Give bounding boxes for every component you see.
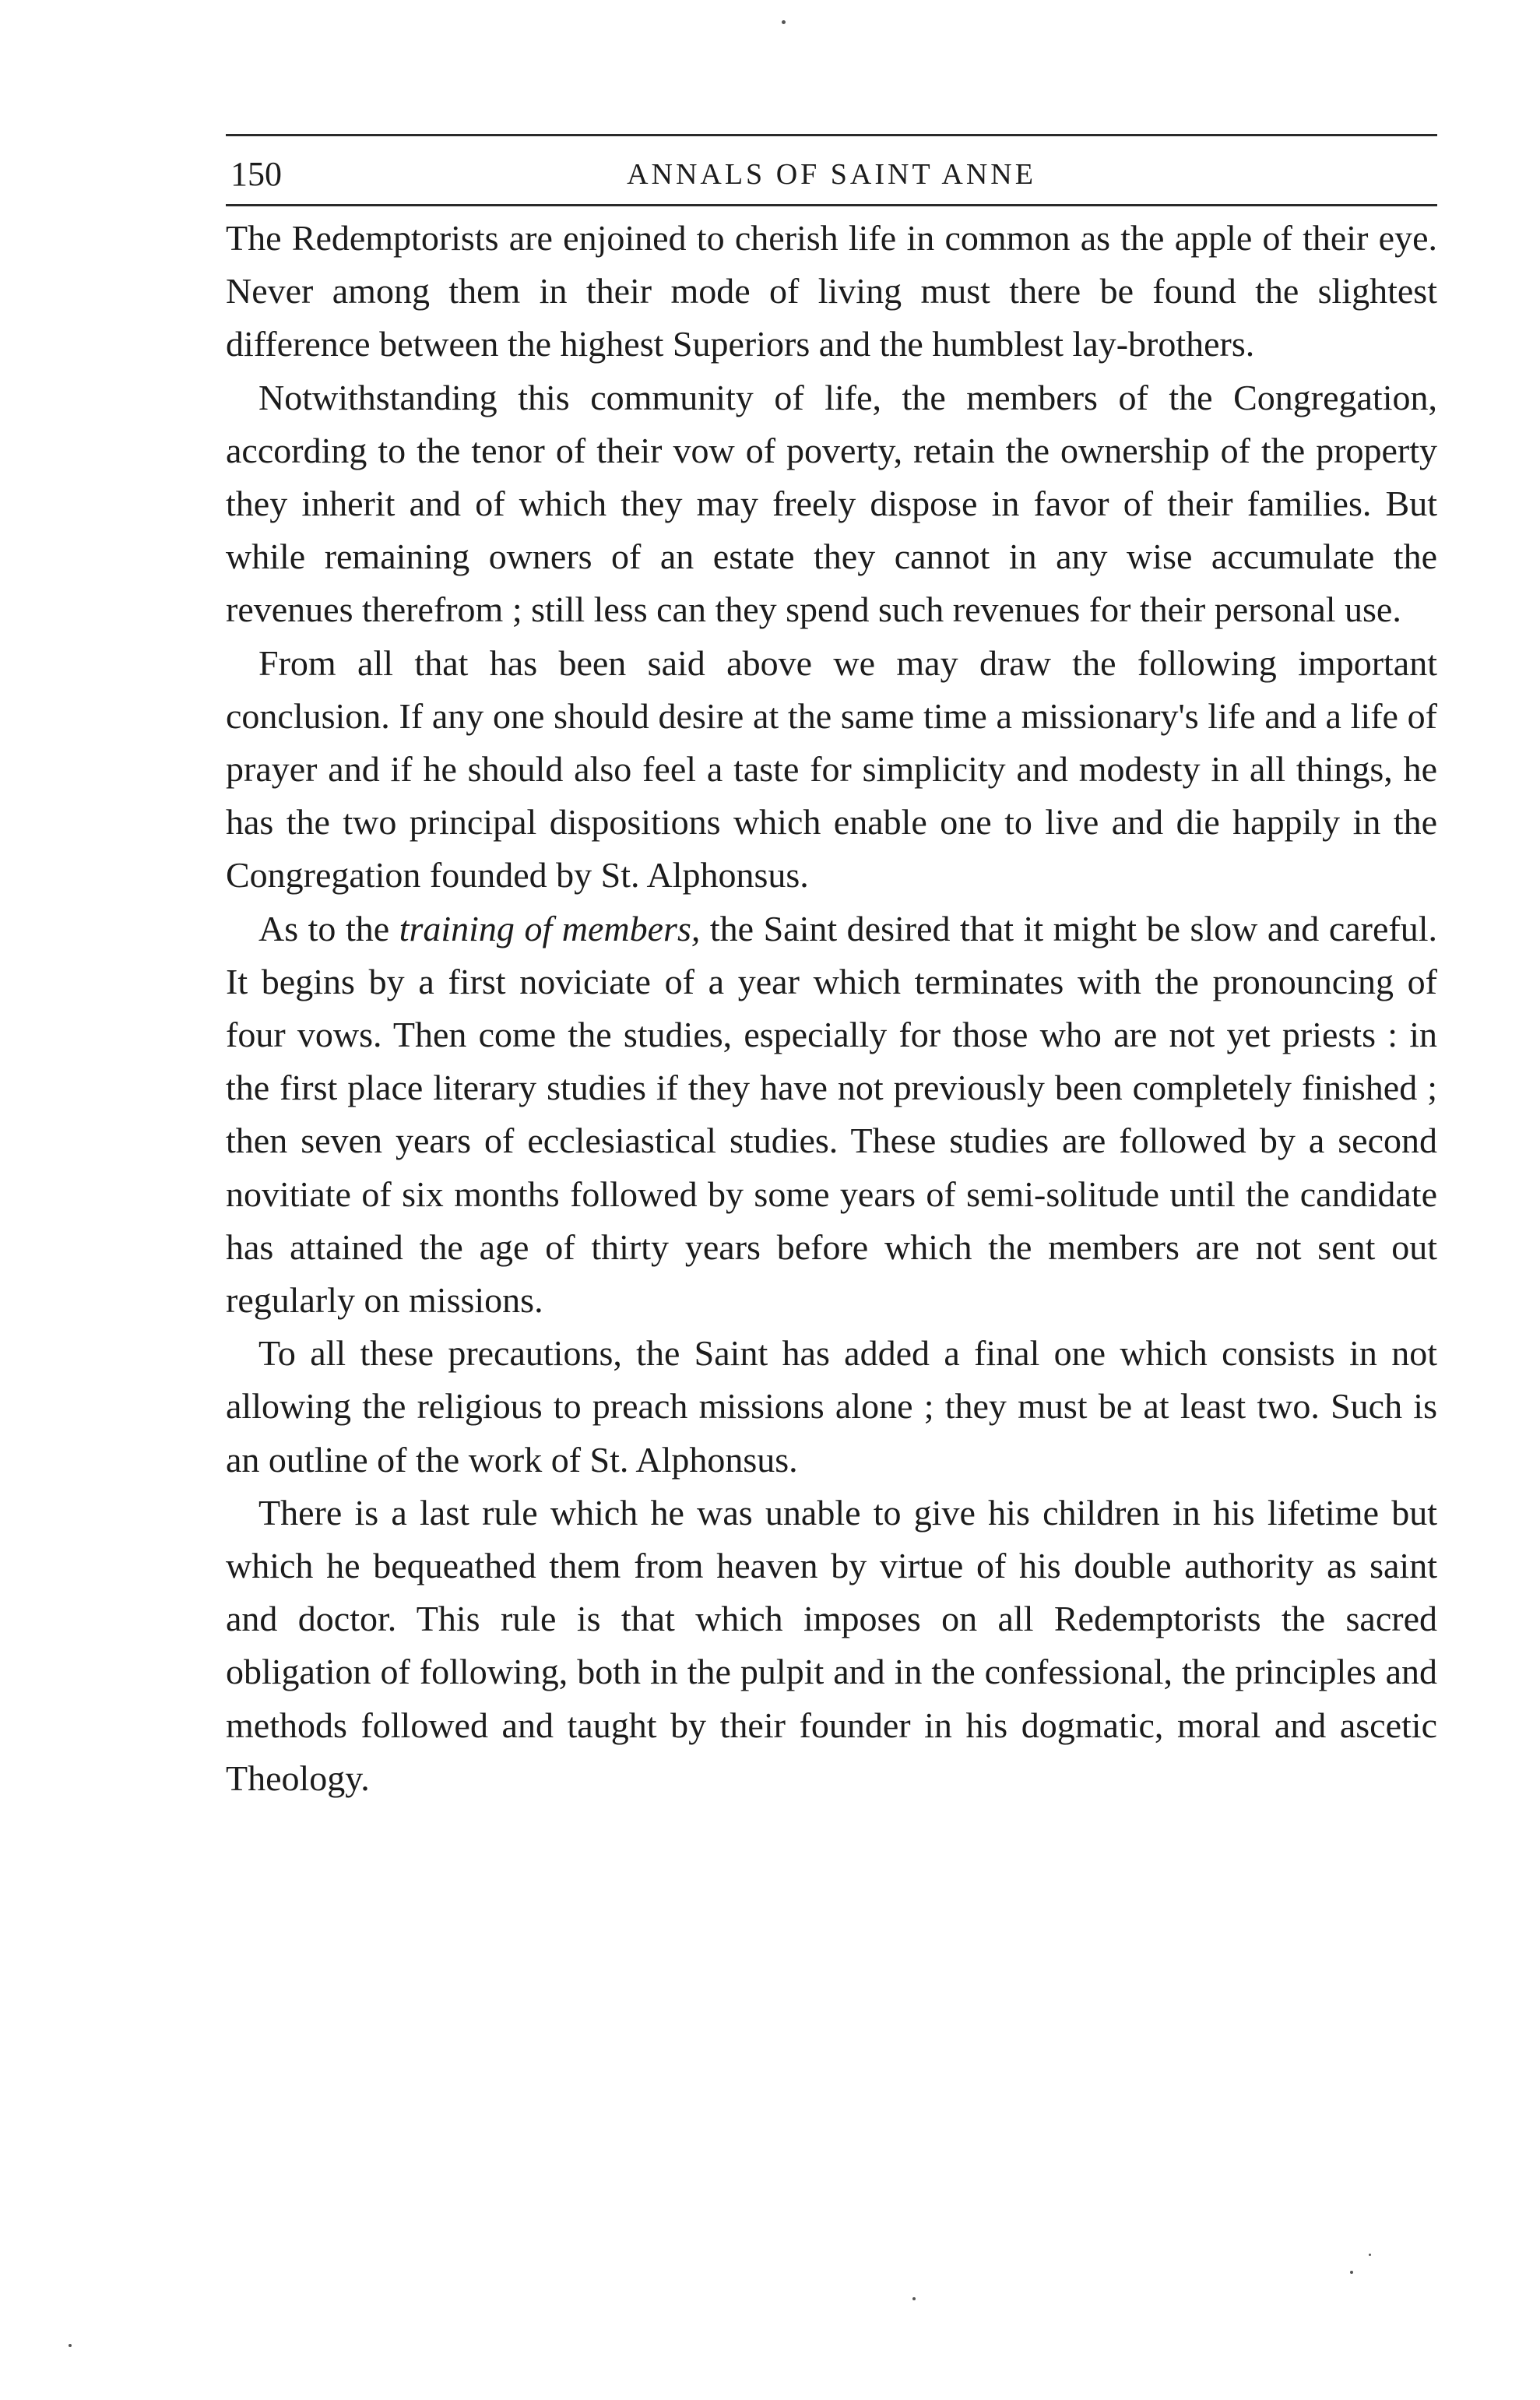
running-title: ANNALS OF SAINT ANNE xyxy=(627,158,1036,191)
paragraph xyxy=(226,903,1437,1328)
italic-phrase: training of members, xyxy=(399,908,701,948)
paragraph: From all that has been said above we may draw the following important conclusion. If any one should desire at the same time a missionary's life and a life of prayer and if he should also feel a taste for simplicity and modesty in all things, he has the two principal dispositions which enable one to live and die happily in the Congregation founded by St. Alphonsus. xyxy=(226,642,1437,896)
body-text xyxy=(226,212,1437,1805)
paragraph-text: As to the xyxy=(258,908,399,948)
paragraph: Notwithstanding this community of life, the members of the Congregation, according to the tenor of their vow of poverty, retain the ownership of the property they inherit and of which they may freely dispose in favor of their families. But while remaining owners of an estate they cannot in any wise accumulate the revenues therefrom ; still less can they spend such revenues for their personal use. xyxy=(226,377,1437,630)
print-speck xyxy=(1350,2271,1353,2274)
print-speck xyxy=(69,2344,72,2347)
paragraph-text: the Saint desired that it might be slow and careful. It begins by a first noviciate of a year which terminates with the pronouncing of four vows. Then come the studies, especially for those who are not yet priests : in the first place literary studies if they have not previously been completely finished ; then seven years of ecclesiastical studies. These studies are followed by a second novitiate of six months followed by some years of semi-solitude until the candidate has attained the age of thirty years before which the members are not sent out regularly on missions. xyxy=(226,908,1437,1321)
paragraph: To all these precautions, the Saint has added a final one which consists in not allowing the religious to preach missions alone ; they must be at least two. Such is an outline of the work of St. Alphonsus. xyxy=(226,1333,1437,1480)
print-speck xyxy=(1369,2254,1371,2256)
print-speck xyxy=(912,2297,916,2300)
page-number: 150 xyxy=(230,155,282,193)
paragraph: The Redemptorists are enjoined to cherish life in common as the apple of their eye. Never among them in their mode of living must there be found the slightest difference between the highest Superiors and the humblest lay-brothers. xyxy=(226,218,1437,364)
page-header xyxy=(226,153,1437,196)
header-bottom-rule xyxy=(226,204,1437,206)
print-speck xyxy=(782,20,786,24)
paragraph: There is a last rule which he was unable to give his children in his lifetime but which he bequeathed them from heaven by virtue of his double authority as saint and doctor. This rule is that which imposes on all Redemptorists the sacred obligation of following, both in the pulpit and in the confessional, the principles and methods followed and taught by their founder in his dogmatic, moral and ascetic Theology. xyxy=(226,1492,1437,1798)
header-top-rule xyxy=(226,134,1437,136)
